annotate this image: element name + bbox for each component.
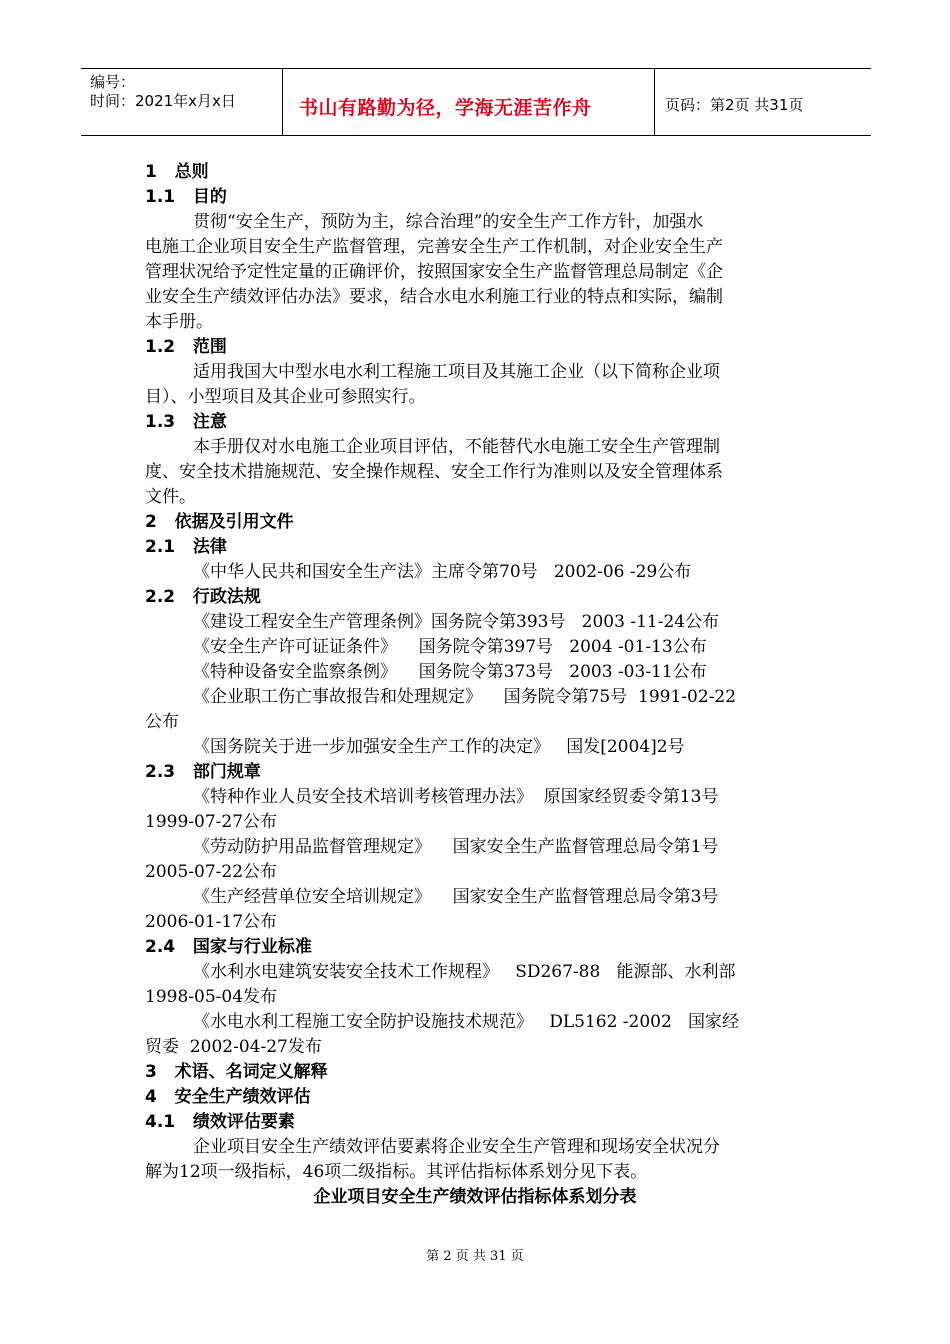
reference-line: 《特种作业人员安全技术培训考核管理办法》 原国家经贸委令第13号 [193,787,719,807]
header-page-cell [655,69,871,135]
reference-line: 《劳动防护用品监督管理规定》 国家安全生产监督管理总局令第1号 [193,837,719,857]
reference-line: 《特种设备安全监察条例》 国务院令第373号 2003 -03-11公布 [193,662,707,682]
paragraph-line: 文件。 [145,487,196,507]
heading-2: 2 依据及引用文件 [145,512,294,532]
header-page-info: 页码：第2页 共31页 [665,96,804,114]
paragraph-line: 贯彻“安全生产，预防为主，综合治理”的安全生产工作方针，加强水 [193,212,704,232]
reference-line: 1999-07-27公布 [145,812,278,832]
paragraph-line: 管理状况给予定性定量的正确评价，按照国家安全生产监督管理总局制定《企 [145,262,723,282]
reference-line: 《安全生产许可证证条件》 国务院令第397号 2004 -01-13公布 [193,637,707,657]
paragraph-line: 本手册仅对水电施工企业项目评估，不能替代水电施工安全生产管理制 [193,437,720,457]
reference-line: 贸委 2002-04-27发布 [145,1037,322,1057]
document-header [81,68,871,136]
paragraph-line: 适用我国大中型水电水利工程施工项目及其施工企业（以下简称企业项 [193,362,720,382]
heading-1-3: 1.3 注意 [145,412,227,432]
paragraph-line: 电施工企业项目安全生产监督管理，完善安全生产工作机制，对企业安全生产 [145,237,723,257]
reference-line: 《企业职工伤亡事故报告和处理规定》 国务院令第75号 1991-02-22 [193,687,737,707]
heading-2-1: 2.1 法律 [145,537,227,557]
paragraph-line: 本手册。 [145,312,213,332]
page-footer: 第 2 页 共 31 页 [426,1249,524,1264]
paragraph-line: 度、安全技术措施规范、安全操作规程、安全工作行为准则以及安全管理体系 [145,462,723,482]
table-title: 企业项目安全生产绩效评估指标体系划分表 [313,1187,637,1207]
reference-line: 1998-05-04发布 [145,987,278,1007]
heading-2-4: 2.4 国家与行业标准 [145,937,312,957]
heading-4: 4 安全生产绩效评估 [145,1087,311,1107]
reference-line: 《中华人民共和国安全生产法》主席令第70号 2002-06 -29公布 [193,562,692,582]
heading-1-1: 1.1 目的 [145,187,227,207]
reference-line: 《建设工程安全生产管理条例》国务院令第393号 2003 -11-24公布 [193,612,720,632]
reference-line: 2006-01-17公布 [145,912,278,932]
header-motto-cell [282,69,655,135]
heading-1-2: 1.2 范围 [145,337,227,357]
header-date-label: 时间：2021年x月x日 [90,92,236,110]
heading-4-1: 4.1 绩效评估要素 [145,1112,295,1132]
reference-line: 《生产经营单位安全培训规定》 国家安全生产监督管理总局令第3号 [193,887,719,907]
paragraph-line: 业安全生产绩效评估办法》要求，结合水电水利施工行业的特点和实际，编制 [145,287,723,307]
reference-line: 《水电水利工程施工安全防护设施技术规范》 DL5162 -2002 国家经 [193,1012,740,1032]
reference-line: 《国务院关于进一步加强安全生产工作的决定》 国发[2004]2号 [193,737,685,757]
heading-2-2: 2.2 行政法规 [145,587,261,607]
header-meta [81,69,282,135]
header-number-label: 编号： [90,73,136,91]
reference-line: 《水利水电建筑安装安全技术工作规程》 SD267-88 能源部、水利部 [193,962,736,982]
paragraph-line: 目）、小型项目及其企业可参照实行。 [145,387,426,407]
reference-line: 2005-07-22公布 [145,862,278,882]
heading-1: 1 总则 [145,162,209,182]
heading-3: 3 术语、名词定义解释 [145,1062,328,1082]
header-motto: 书山有路勤为径，学海无涯苦作舟 [299,97,592,119]
paragraph-line: 企业项目安全生产绩效评估要素将企业安全生产管理和现场安全状况分 [193,1137,720,1157]
heading-2-3: 2.3 部门规章 [145,762,261,782]
paragraph-line: 解为12项一级指标，46项二级指标。其评估指标体系划分见下表。 [145,1162,648,1182]
reference-line: 公布 [145,712,179,732]
